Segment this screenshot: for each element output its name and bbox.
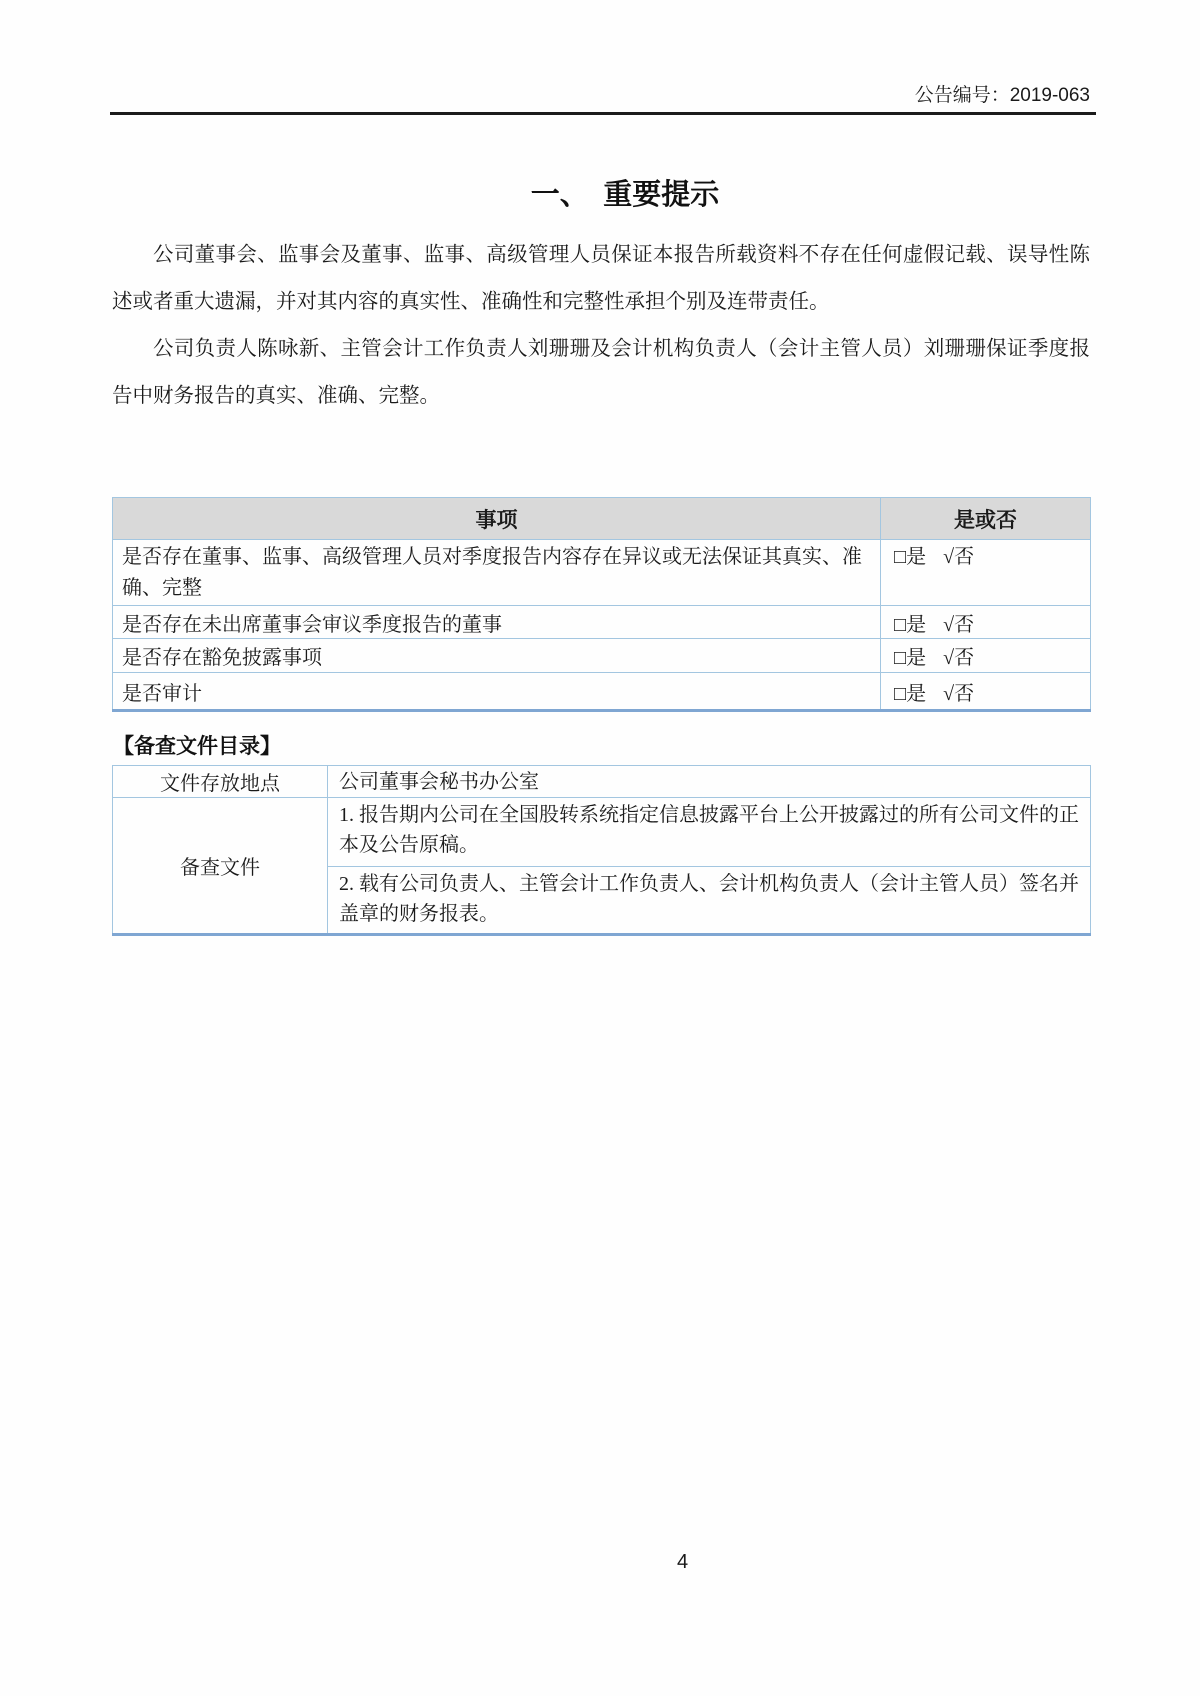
- matter-item-text: 是否存在董事、监事、高级管理人员对季度报告内容存在异议或无法保证其真实、准确、完整: [113, 540, 881, 606]
- matter-answer: [881, 639, 1091, 673]
- paragraph-board-guarantee: 公司董事会、监事会及董事、监事、高级管理人员保证本报告所载资料不存在任何虚假记载、误导性陈述或者重大遗漏，并对其内容的真实性、准确性和完整性承担个别及连带责任。: [112, 244, 1090, 313]
- table-row: [113, 766, 1091, 798]
- matter-item-text: 是否审计: [113, 673, 881, 711]
- checkbox-yes: □是: [894, 682, 927, 705]
- checkmark-no: √否: [943, 682, 975, 705]
- matter-answer: [881, 606, 1091, 639]
- table-row: [113, 673, 1091, 711]
- page-number: 4: [677, 1551, 689, 1573]
- matter-item-text: 是否存在未出席董事会审议季度报告的董事: [113, 606, 881, 639]
- matter-answer: [881, 540, 1091, 606]
- body-text: [112, 232, 1090, 420]
- paragraph-person-guarantee: 公司负责人陈咏新、主管会计工作负责人刘珊珊及会计机构负责人（会计主管人员）刘珊珊保证季度报告中财务报告的真实、准确、完整。: [112, 338, 1090, 407]
- matters-table: [112, 497, 1091, 712]
- checkbox-yes: □是: [894, 647, 927, 669]
- checkbox-yes: □是: [894, 613, 927, 636]
- checkmark-no: √否: [943, 647, 975, 669]
- table-row: [113, 639, 1091, 673]
- checkmark-no: √否: [943, 546, 975, 568]
- files-label: 备查文件: [113, 798, 328, 935]
- section-title: 一、 重要提示: [530, 179, 720, 211]
- documents-table: [112, 765, 1091, 936]
- matter-item-text: 是否存在豁免披露事项: [113, 639, 881, 673]
- announcement-number: [112, 80, 1090, 107]
- table-row: [113, 540, 1091, 606]
- checkbox-yes: □是: [894, 546, 927, 568]
- announcement-number-value: 2019-063: [1009, 85, 1090, 106]
- table-row: [113, 606, 1091, 639]
- file-item-2: 2. 载有公司负责人、主管会计工作负责人、会计机构负责人（会计主管人员）签名并盖章的财务报表。: [328, 867, 1091, 935]
- storage-location-value: 公司董事会秘书办公室: [328, 766, 1091, 798]
- table-row: [113, 798, 1091, 867]
- matter-answer: [881, 673, 1091, 711]
- column-header-item: 事项: [113, 498, 881, 540]
- file-item-1: 1. 报告期内公司在全国股转系统指定信息披露平台上公开披露过的所有公司文件的正本及公告原稿。: [328, 798, 1091, 867]
- announcement-number-label: 公告编号：: [914, 85, 1010, 106]
- storage-location-label: 文件存放地点: [113, 766, 328, 798]
- column-header-yes-no: 是或否: [881, 498, 1091, 540]
- documents-catalog-heading: 【备查文件目录】: [113, 735, 281, 758]
- matters-table-header-row: [113, 498, 1091, 540]
- checkmark-no: √否: [943, 613, 975, 636]
- header-divider: [110, 112, 1096, 115]
